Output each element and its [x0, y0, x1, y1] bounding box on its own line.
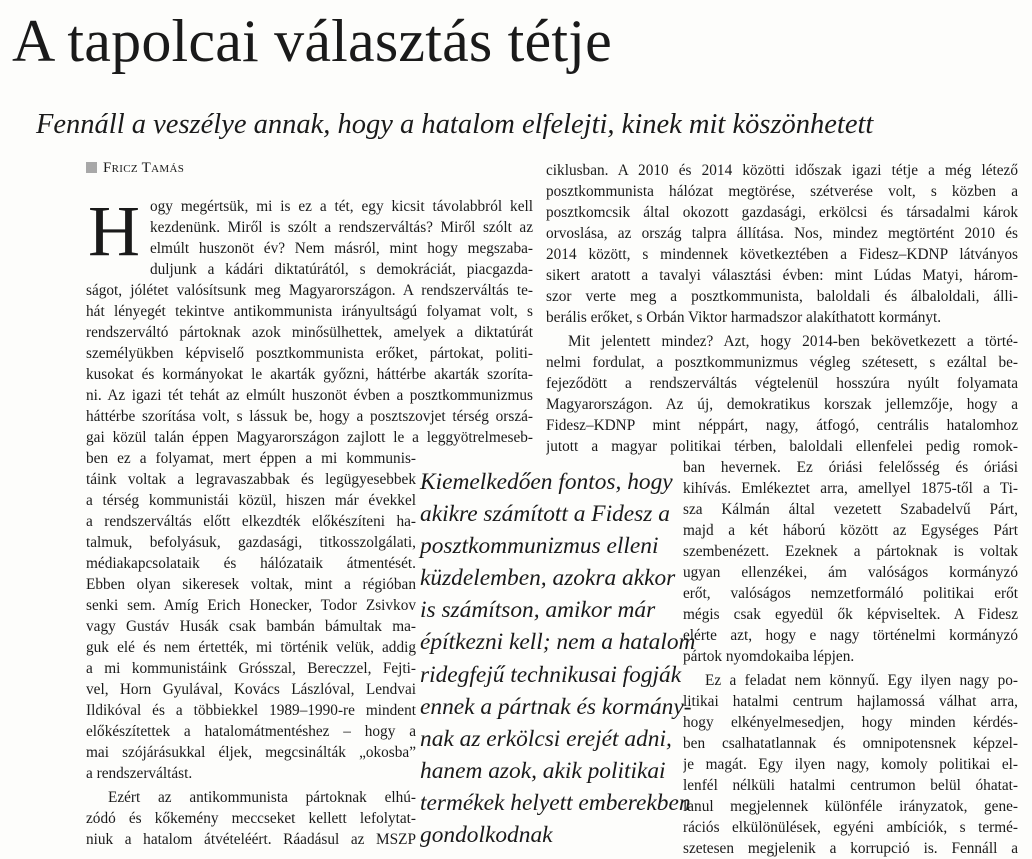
body-line: lenfél nélküli hatalmi centrumon belül óhatat- — [683, 777, 1018, 794]
body-line: majd a két háború között az Egységes Párt — [683, 522, 1018, 539]
body-line: Ildikóval és a többiekkel 1989–1990-re mindent — [86, 702, 416, 719]
pull-quote-line: küzdelemben, azokra akkor — [420, 565, 676, 592]
body-line: ugyan ellenzékei, ám valóságos kormányzó — [683, 564, 1018, 581]
body-line: háttérbe szorítása volt, s lássuk be, hogy a posztszovjet térség orszá- — [86, 408, 533, 425]
body-line: Magyarországon. Az új, demokratikus korszak jellemzője, hogy a — [546, 396, 1018, 413]
author-name: Fricz Tamás — [103, 160, 185, 176]
subheadline: Fennáll a veszélye annak, hogy a hatalom elfelejti, kinek mit köszönhetett — [36, 109, 874, 140]
body-line: előkészítettek a hatalomátmentéshez – hogy a — [86, 723, 416, 740]
body-line: sikert aratott a tavalyi választási évben: mint Lúdas Matyi, három- — [546, 267, 1018, 284]
pull-quote-line: is számítson, amikor már — [420, 597, 656, 624]
body-line: je magát. Egy ilyen nagy, komoly politikai el- — [683, 756, 1018, 773]
body-line: nelmi fordulat, a posztkommunizmus végleg szétesett, s ezáltal be- — [546, 354, 1018, 371]
body-line: hát lényegét tekintve antikommunista irányultságú folyamat volt, s — [86, 303, 533, 320]
body-line: berális erőket, s Orbán Viktor harmadszor alakíthatott kormányt. — [546, 309, 942, 326]
body-line: ban hevernek. Ez óriási felelősség és óriási — [683, 459, 1018, 476]
body-line: orvoslása, az ország talpra állítása. Nos, mindez megtörtént 2010 és — [546, 225, 1018, 242]
body-line: Mit jelentett mindez? Azt, hogy 2014-ben bekövetkezett a törté- — [568, 333, 1018, 350]
body-line: elérte azt, hogy e nagy történelmi kormányzó — [683, 627, 1018, 644]
body-line: 2014 között, s mindennek következtében a Fidesz–KDNP látványos — [546, 246, 1018, 263]
body-line: a térség kommunistái közül, hiszen már évekkel — [86, 492, 416, 509]
body-line: a mi kommunistáink Grósszal, Bereczzel, Fejti- — [86, 660, 416, 677]
body-line: ben ez a folyamat, mert éppen a mi kommunis- — [86, 450, 416, 467]
body-line: Ebben olyan sikeresek voltak, mint a régióban — [86, 576, 416, 593]
body-line: szembenézett. Ezeknek a pártoknak is voltak — [683, 543, 1018, 560]
body-line: niuk a hatalom átvételéért. Ráadásul az MSZP — [86, 831, 416, 848]
body-line: rációs elkülönülések, egyéni ambíciók, s termé- — [683, 819, 1018, 836]
pull-quote-line: ennek a pártnak és kormány- — [420, 693, 692, 720]
body-line: ságot, jólétet valósítsunk meg Magyarországon. A rendszerváltás te- — [86, 282, 533, 299]
pull-quote-line: nak az erkölcsi erejét adni, — [420, 725, 672, 752]
pull-quote-line: építkezni kell; nem a hatalom — [420, 629, 696, 656]
body-line: kusokat és kormányokat le akarták győzni, háttérbe akarták szoríta- — [86, 366, 533, 383]
headline: A tapolcai választás tétje — [12, 8, 612, 74]
body-line: jutott a magyar politikai térben, baloldali ellenfelei pedig romok- — [546, 438, 1018, 455]
body-line: sza Kálmán által vezetett Szabadelvű Párt, — [683, 501, 1018, 518]
body-line: médiakapcsolataik és hálózataik átmentését. — [86, 555, 416, 572]
body-line: Ez a feladat nem könnyű. Egy ilyen nagy po- — [705, 672, 1018, 689]
body-line: rendszerváltó pártoknak azok minősülhettek, amelyek a diktatúrát — [86, 324, 533, 341]
pull-quote-line: posztkommunizmus elleni — [420, 533, 659, 560]
body-line: posztkomcsik által okozott gazdasági, erkölcsi és társadalmi károk — [546, 204, 1018, 221]
body-line: szetesen megjelenik a korrupció is. Fennáll a — [683, 840, 1018, 857]
body-line: ogy megértsük, mi is ez a tét, egy kicsit távolabbról kell — [150, 198, 533, 215]
body-line: kezdenünk. Miről is szólt a rendszerváltás? Miről szólt az — [150, 219, 533, 236]
body-line: pártok nyomdokaiba lépjen. — [683, 648, 855, 665]
body-line: táink voltak a legravaszabbak és legügyesebbek — [86, 471, 416, 488]
pull-quote-line: Kiemelkedően fontos, hogy — [420, 469, 673, 495]
body-line: vel, Horn Gyulával, Kovács Lászlóval, Lendvai — [86, 681, 416, 698]
body-line: erőt, valóságos nemzetformáló politikai erőt — [683, 585, 1018, 602]
body-line: senki sem. Amíg Erich Honecker, Todor Zsivkov — [86, 597, 416, 614]
body-line: ciklusban. A 2010 és 2014 közötti időszak igazi tétje a még létező — [546, 162, 1018, 179]
pull-quote-line: ridegfejű technikusai fogják — [420, 661, 682, 688]
body-line: mai szójárásukkal éljek, megcsinálták „okosba” — [86, 744, 416, 761]
body-line: elmúlt huszonöt év? Nem másról, mint hogy megszaba- — [150, 240, 533, 257]
drop-cap: H — [88, 191, 140, 271]
body-line: lanul megjelennek különféle irányzatok, gene- — [683, 798, 1018, 815]
body-line: mégis csak egyedül ők képviseltek. A Fidesz — [683, 606, 1018, 623]
body-line: kihívás. Emlékeztet arra, amellyel 1875-től a Ti- — [683, 480, 1018, 497]
body-line: a rendszerváltás előtt elkezdték előkészíteni ha- — [86, 513, 416, 530]
body-line: a rendszerváltást. — [86, 765, 193, 782]
byline — [86, 160, 184, 177]
body-line: zódó és kőkemény meccseket kellett lefolytat- — [86, 810, 416, 827]
pull-quote-line: akikre számított a Fidesz a — [420, 501, 670, 528]
body-line: szor verte meg a posztkommunista, baloldali és álbaloldali, álli- — [546, 288, 1018, 305]
pull-quote-line: termékek helyett emberekben — [420, 789, 691, 816]
body-line: litikai hatalmi centrum hajlamossá válhat arra, — [683, 693, 1018, 710]
body-line: vagy Gustáv Husák csak bambán bámultak ma- — [86, 618, 416, 635]
body-line: talmuk, befolyásuk, gazdasági, titkosszolgálati, — [86, 534, 416, 551]
pull-quote — [420, 466, 696, 851]
body-line: Ezért az antikommunista pártoknak elhú- — [108, 789, 416, 806]
body-line: személyükben képviselő posztkommunista erőket, pártokat, politi- — [86, 345, 533, 362]
body-line: gai közül talán éppen Magyarországon zajlott le a leggyötrelmeseb- — [86, 429, 533, 446]
byline-marker-square — [86, 162, 97, 173]
body-line: fejeződött a rendszerváltás végtelenül hosszúra nyúlt folyamata — [546, 375, 1018, 392]
body-line: Fidesz–KDNP mint néppárt, nagy, átfogó, centrális hatalomhoz — [546, 417, 1018, 434]
body-line: guk elé és nem értették, mi történik velük, addig — [86, 639, 416, 656]
body-line: duljunk a kádári diktatúrától, s demokráciát, piacgazda- — [150, 261, 533, 278]
body-line: ni. Az igazi tét tehát az elmúlt huszonöt évben a posztkommunizmus — [86, 387, 533, 404]
body-line: ben csalhatatlannak és omnipotensnek képzel- — [683, 735, 1018, 752]
body-line: posztkommunista hálózat megtörése, szétverése volt, s közben a — [546, 183, 1018, 200]
pull-quote-line: hanem azok, akik politikai — [420, 757, 666, 784]
body-line: hogy elkényelmesedjen, hogy minden kérdés- — [683, 714, 1018, 731]
pull-quote-line: gondolkodnak — [420, 822, 553, 849]
